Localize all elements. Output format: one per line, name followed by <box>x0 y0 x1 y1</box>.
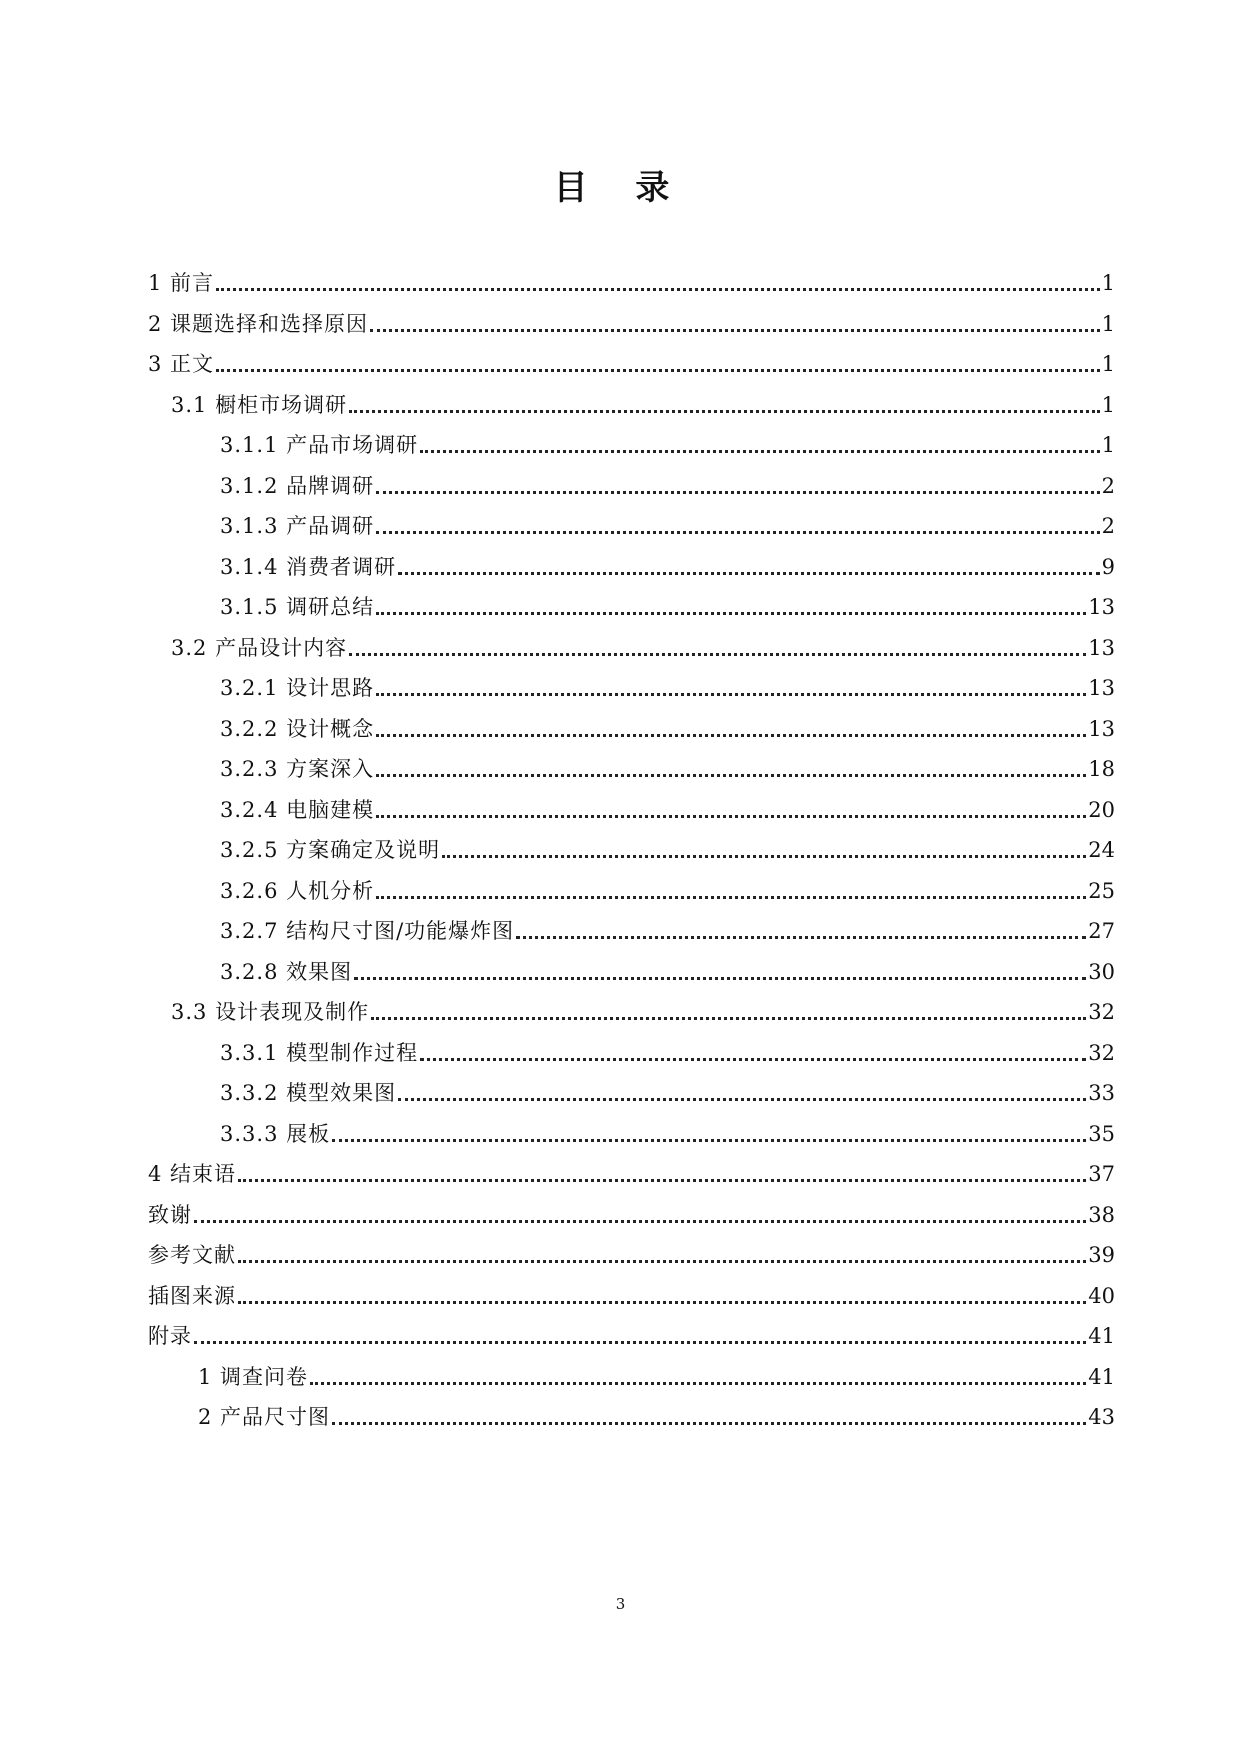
toc-entry-page: 35 <box>1088 1121 1115 1146</box>
toc-entry-page: 1 <box>1101 433 1115 457</box>
toc-entry-label: 3.2.7 结构尺寸图/功能爆炸图 <box>220 919 515 943</box>
toc-entry-label: 3.2.1 设计思路 <box>220 676 375 700</box>
toc-entry-label: 3.2.3 方案深入 <box>220 757 375 781</box>
dot-leader <box>238 1260 1086 1263</box>
toc-entry-label: 4 结束语 <box>148 1162 237 1186</box>
dot-leader <box>420 450 1100 453</box>
dot-leader <box>398 1098 1086 1101</box>
dot-leader <box>238 1301 1086 1304</box>
toc-entry-label: 3.3.3 展板 <box>220 1121 331 1146</box>
toc-entry-page: 1 <box>1101 271 1115 295</box>
toc-entry-label: 3.3 设计表现及制作 <box>171 1000 370 1024</box>
toc-entry-label: 3.2.5 方案确定及说明 <box>220 838 441 862</box>
toc-entry[interactable] <box>148 1275 1115 1311</box>
toc-entry-label: 3.2.2 设计概念 <box>220 716 375 741</box>
dot-leader <box>376 815 1086 818</box>
dot-leader <box>376 491 1100 494</box>
toc-entry[interactable] <box>148 586 1115 622</box>
toc-entry[interactable] <box>148 1153 1115 1189</box>
dot-leader <box>332 1139 1086 1142</box>
toc-entry[interactable] <box>148 789 1115 825</box>
toc-entry[interactable] <box>148 424 1115 460</box>
dot-leader <box>216 288 1100 291</box>
toc-entry-page: 13 <box>1088 676 1115 700</box>
toc-entry[interactable] <box>148 1113 1115 1149</box>
dot-leader <box>216 369 1100 372</box>
toc-entry-label: 3.1.2 品牌调研 <box>220 473 375 498</box>
toc-entry-page: 13 <box>1088 595 1115 619</box>
toc-entry-label: 2 产品尺寸图 <box>198 1405 331 1429</box>
toc-entry-page: 25 <box>1088 878 1115 903</box>
toc-entry-page: 20 <box>1088 797 1115 822</box>
toc-entry-page: 40 <box>1088 1283 1115 1308</box>
toc-entry[interactable] <box>148 1396 1115 1432</box>
toc-entry[interactable] <box>148 829 1115 865</box>
toc-entry[interactable] <box>148 1315 1115 1351</box>
toc-entry-label: 3.1.3 产品调研 <box>220 514 375 538</box>
toc-entry-page: 13 <box>1088 716 1115 741</box>
toc-entry-label: 3.3.2 模型效果图 <box>220 1081 397 1105</box>
dot-leader <box>349 653 1086 656</box>
toc-entry[interactable] <box>148 1072 1115 1108</box>
dot-leader <box>349 410 1100 413</box>
toc-entry-page: 32 <box>1088 1040 1115 1065</box>
dot-leader <box>332 1422 1086 1425</box>
dot-leader <box>194 1341 1086 1344</box>
dot-leader <box>371 1017 1086 1020</box>
toc-entry-page: 24 <box>1088 838 1115 862</box>
dot-leader <box>376 734 1086 737</box>
dot-leader <box>376 774 1086 777</box>
toc-entry-label: 1 前言 <box>148 271 215 295</box>
toc-entry[interactable] <box>148 708 1115 744</box>
toc-entry[interactable] <box>148 1194 1115 1230</box>
toc-entry[interactable] <box>148 748 1115 784</box>
toc-entry-label: 3.2 产品设计内容 <box>171 635 348 660</box>
dot-leader <box>398 572 1100 575</box>
toc-entry-page: 32 <box>1088 1000 1115 1024</box>
dot-leader <box>376 896 1086 899</box>
toc-entry[interactable] <box>148 951 1115 987</box>
toc-entry-label: 参考文献 <box>148 1243 236 1267</box>
toc-entry-label: 2 课题选择和选择原因 <box>148 311 369 336</box>
dot-leader <box>238 1179 1086 1182</box>
toc-entry-label: 3.1.1 产品市场调研 <box>220 433 419 457</box>
toc-entry-page: 37 <box>1088 1162 1115 1186</box>
toc-entry[interactable] <box>148 991 1115 1027</box>
toc-entry[interactable] <box>148 384 1115 420</box>
toc-entry[interactable] <box>148 627 1115 663</box>
dot-leader <box>516 936 1086 939</box>
toc-entry-page: 33 <box>1088 1081 1115 1105</box>
dot-leader <box>376 612 1086 615</box>
toc-entry[interactable] <box>148 870 1115 906</box>
toc-entry[interactable] <box>148 262 1115 298</box>
toc-entry-page: 2 <box>1101 514 1115 538</box>
toc-entry-page: 30 <box>1088 959 1115 984</box>
toc-entry-page: 18 <box>1088 757 1115 781</box>
toc-entry[interactable] <box>148 1032 1115 1068</box>
toc-entry-label: 3 正文 <box>148 352 215 376</box>
toc-entry[interactable] <box>148 505 1115 541</box>
toc-entry[interactable] <box>148 667 1115 703</box>
dot-leader <box>194 1220 1086 1223</box>
toc-entry[interactable] <box>148 465 1115 501</box>
page-number: 3 <box>615 1595 626 1613</box>
toc-entry-label: 插图来源 <box>148 1283 236 1308</box>
toc-entry[interactable] <box>148 303 1115 339</box>
toc-entry-label: 3.1.5 调研总结 <box>220 595 375 619</box>
toc-entry[interactable] <box>148 1356 1115 1392</box>
toc-entry-page: 43 <box>1088 1405 1115 1429</box>
toc-entry-label: 致谢 <box>148 1202 192 1227</box>
dot-leader <box>354 977 1086 980</box>
toc-entry-label: 附录 <box>148 1324 192 1348</box>
toc-entry-label: 3.1 橱柜市场调研 <box>171 392 348 417</box>
toc-entry-page: 41 <box>1088 1364 1115 1389</box>
dot-leader <box>442 855 1086 858</box>
dot-leader <box>420 1058 1086 1061</box>
toc-entry-label: 1 调查问卷 <box>198 1364 309 1389</box>
toc-entry-label: 3.2.6 人机分析 <box>220 878 375 903</box>
page-title: 目 录 <box>553 168 688 208</box>
toc-entry-label: 3.3.1 模型制作过程 <box>220 1040 419 1065</box>
dot-leader <box>370 329 1100 332</box>
toc-entry-page: 9 <box>1101 554 1115 579</box>
dot-leader <box>376 693 1086 696</box>
toc-entry-page: 41 <box>1088 1324 1115 1348</box>
toc-entry-page: 39 <box>1088 1243 1115 1267</box>
toc-entry-page: 1 <box>1101 392 1115 417</box>
toc-entry[interactable] <box>148 546 1115 582</box>
toc-entry-page: 1 <box>1101 311 1115 336</box>
toc-entry-page: 27 <box>1088 919 1115 943</box>
toc-entry-page: 38 <box>1088 1202 1115 1227</box>
toc-entry-page: 2 <box>1101 473 1115 498</box>
toc-entry[interactable] <box>148 910 1115 946</box>
toc-entry-page: 1 <box>1101 352 1115 376</box>
dot-leader <box>376 531 1100 534</box>
toc-entry[interactable] <box>148 1234 1115 1270</box>
dot-leader <box>310 1382 1086 1385</box>
toc-entry-label: 3.1.4 消费者调研 <box>220 554 397 579</box>
toc-entry-label: 3.2.4 电脑建模 <box>220 797 375 822</box>
toc-entry-page: 13 <box>1088 635 1115 660</box>
toc-entry[interactable] <box>148 343 1115 379</box>
toc-entry-label: 3.2.8 效果图 <box>220 959 353 984</box>
